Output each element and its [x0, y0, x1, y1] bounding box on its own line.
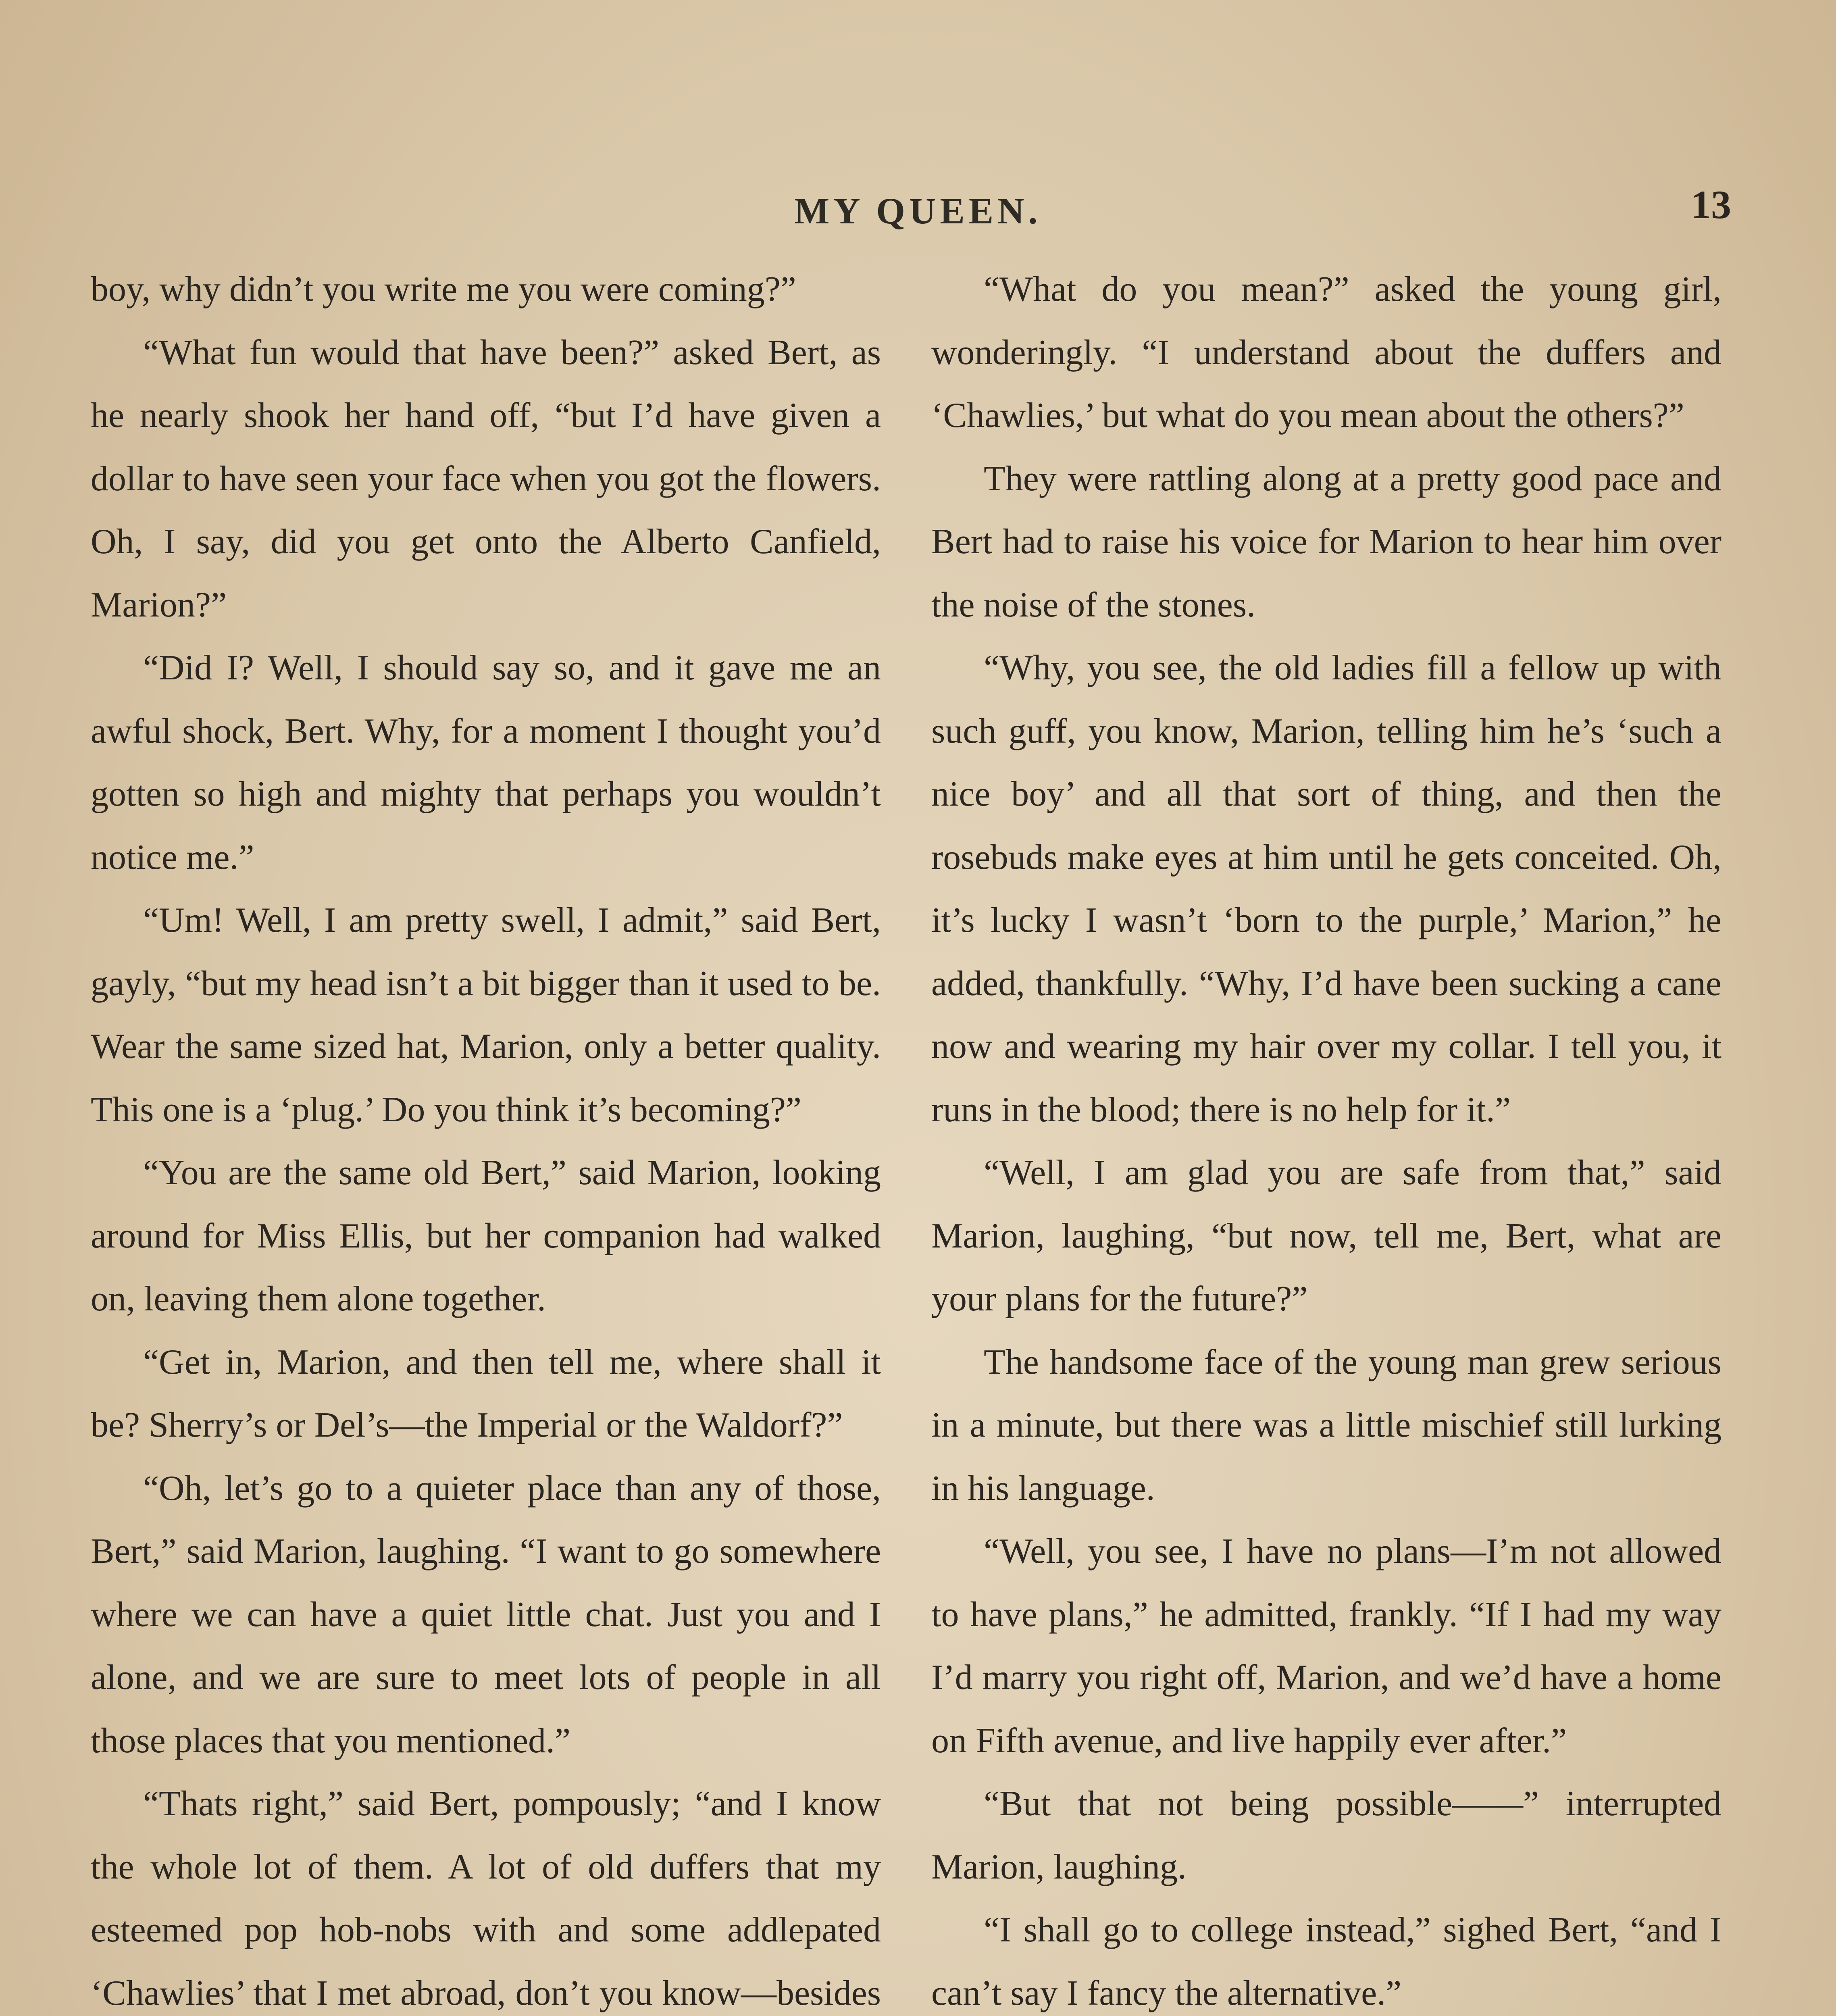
paragraph: “I shall go to college instead,” sighed Bert, “and I can’t say I fancy the alternative.” — [931, 1910, 1722, 2013]
paragraph: “Um! Well, I am pretty swell, I admit,” said Bert, gayly, “but my head isn’t a bit bigger than it used to be. Wear the same sized hat, Marion, only a better quality. This one is a ‘plug.’ Do you think it’s becoming?” — [91, 901, 881, 1129]
paragraph: “Well, I am glad you are safe from that,” said Marion, laughing, “but now, tell me, Bert, what are your plans for the future?” — [931, 1153, 1722, 1318]
paragraph: boy, why didn’t you write me you were coming?” — [91, 270, 796, 309]
paragraph: “Why, you see, the old ladies fill a fellow up with such guff, you know, Marion, telling him he’s ‘such a nice boy’ and all that sort of thing, and then the rosebuds make eyes at him until he gets conceited. Oh, it’s lucky I wasn’t ‘born to the purple,’ Marion,” he added, thankfully. “Why, I’d have been sucking a cane now and wearing my hair over my collar. I tell you, it runs in the blood; there is no help for it.” — [931, 648, 1722, 1129]
paragraph: “Oh, let’s go to a quieter place than any of those, Bert,” said Marion, laughing. “I want to go somewhere where we can have a quiet little chat. Just you and I alone, and we are sure to meet lots of people in all those places that you mentioned.” — [91, 1468, 881, 1760]
right-column — [931, 258, 1722, 2016]
paragraph: “Well, you see, I have no plans—I’m not allowed to have plans,” he admitted, frankly. “If I had my way I’d marry you right off, Marion, and we’d have a home on Fifth avenue, and live happily ever after.” — [931, 1532, 1722, 1760]
paragraph: “Thats right,” said Bert, pompously; “and I know the whole lot of them. A lot of old duffers that my esteemed pop hob-nobs with and some addlepated ‘Chawlies’ that I met abroad, don’t you know—besides — [91, 1784, 881, 2013]
paragraph: The handsome face of the young man grew serious in a minute, but there was a little mischief still lurking in his language. — [931, 1342, 1722, 1508]
paragraph: “What do you mean?” asked the young girl, wonderingly. “I understand about the duffers and ‘Chawlies,’ but what do you mean about the others?” — [931, 270, 1722, 435]
running-title: MY QUEEN. — [794, 190, 1042, 231]
left-column — [91, 258, 881, 2016]
paragraph: “You are the same old Bert,” said Marion, looking around for Miss Ellis, but her companion had walked on, leaving them alone together. — [91, 1153, 881, 1318]
running-head — [0, 182, 1836, 238]
paragraph: “Did I? Well, I should say so, and it gave me an awful shock, Bert. Why, for a moment I thought you’d gotten so high and mighty that perhaps you wouldn’t notice me.” — [91, 648, 881, 877]
paragraph: “But that not being possible——” interrupted Marion, laughing. — [931, 1784, 1722, 1887]
paragraph: “Get in, Marion, and then tell me, where shall it be? Sherry’s or Del’s—the Imperial or the Waldorf?” — [91, 1342, 881, 1445]
page-number: 13 — [1691, 182, 1731, 227]
paragraph: “What fun would that have been?” asked Bert, as he nearly shook her hand off, “but I’d have given a dollar to have seen your face when you got the flowers. Oh, I say, did you get onto the Alberto Canfield, Marion?” — [91, 333, 881, 625]
paragraph: They were rattling along at a pretty good pace and Bert had to raise his voice for Marion to hear him over the noise of the stones. — [931, 459, 1722, 625]
